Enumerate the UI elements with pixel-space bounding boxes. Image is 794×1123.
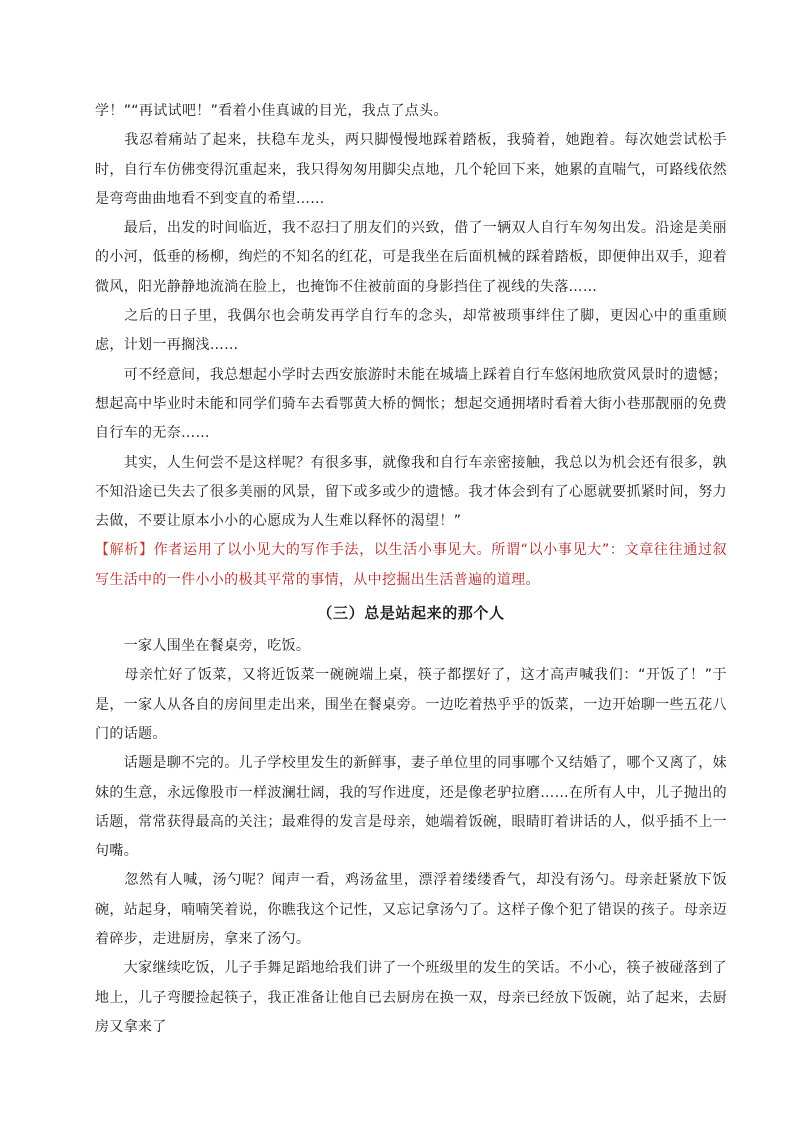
paragraph: 大家继续吃饭，儿子手舞足蹈地给我们讲了一个班级里的发生的笑话。不小心，筷子被碰落到了地上，儿子弯腰捡起筷子，我正准备让他自已去厨房在换一双，母亲已经放下饭碗，站了起来，去厨房又拿来了 [95, 960, 727, 1035]
paragraph: 学！”“再试试吧！”看着小佳真诚的目光，我点了点头。 [95, 103, 448, 119]
paragraph: 可不经意间，我总想起小学时去西安旅游时未能在城墙上踩着自行车悠闲地欣赏风景时的遗憾；想起高中毕业时未能和同学们骑车去看鄂黄大桥的惆怅；想起交通拥堵时看着大街小巷那靓丽的免费自行车的无奈…… [95, 366, 727, 442]
paragraph: 母亲忙好了饭菜，又将近饭菜一碗碗端上桌，筷子都摆好了，这才高声喊我们：“开饭了！”于是，一家人从各自的房间里走出来，围坐在餐桌旁。一边吃着热乎乎的饭菜，一边开始聊一些五花八门的话题。 [95, 667, 727, 742]
document-page [95, 97, 727, 1042]
paragraph: 其实，人生何尝不是这样呢？有很多事，就像我和自行车亲密接触，我总以为机会还有很多，孰不知沿途已失去了很多美丽的风景，留下或多或少的遗憾。我才体会到有了心愿就要抓紧时间，努力去做，不要让原本小小的心愿成为人生难以释怀的渴望！” [95, 454, 727, 530]
paragraph: 之后的日子里，我偶尔也会萌发再学自行车的念头，却常被琐事绊住了脚，更因心中的重重顾虑，计划一再搁浅…… [95, 308, 727, 354]
analysis-tag: 【解析】 [95, 542, 154, 559]
analysis-paragraph [95, 536, 727, 595]
section-title: （三）总是站起来的那个人 [317, 604, 505, 623]
analysis-text: 作者运用了以小见大的写作手法，以生活小事见大。所谓“以小事见大”：文章往往通过叙写生活中的一件小小的极其平常的事情，从中挖掘出生活普遍的道理。 [95, 542, 727, 588]
paragraph: 话题是聊不完的。儿子学校里发生的新鲜事，妻子单位里的同事哪个又结婚了，哪个又离了，妹妹的生意，永远像股市一样波澜壮阔，我的写作进度，还是像老驴拉磨……在所有人中，儿子抛出的话题，常常获得最高的关注；最难得的发言是母亲，她端着饭碗，眼睛盯着讲话的人，似乎插不上一句嘴。 [95, 755, 727, 860]
paragraph: 忽然有人喊，汤勺呢？闻声一看，鸡汤盆里，漂浮着缕缕香气，却没有汤勺。母亲赶紧放下饭碗，站起身，喃喃笑着说，你瞧我这个记性，又忘记拿汤勺了。这样子像个犯了错误的孩子。母亲迈着碎步，走进厨房，拿来了汤勺。 [95, 872, 727, 948]
story-one [95, 97, 727, 536]
paragraph: 我忍着痛站了起来，扶稳车龙头，两只脚慢慢地踩着踏板，我骑着，她跑着。每次她尝试松手时，自行车仿佛变得沉重起来，我只得匆匆用脚尖点地，几个轮回下来，她累的直喘气，可路线依然是弯弯曲曲地看不到变直的希望…… [95, 132, 727, 207]
story-two [95, 632, 727, 1042]
paragraph: 最后，出发的时间临近，我不忍扫了朋友们的兴致，借了一辆双人自行车匆匆出发。沿途是美丽的小河，低垂的杨柳，绚烂的不知名的红花，可是我坐在后面机械的踩着踏板，即便伸出双手，迎着微风，阳光静静地流淌在脸上，也掩饰不住被前面的身影挡住了视线的失落…… [95, 220, 727, 295]
paragraph: 一家人围坐在餐桌旁，吃饭。 [95, 638, 311, 655]
